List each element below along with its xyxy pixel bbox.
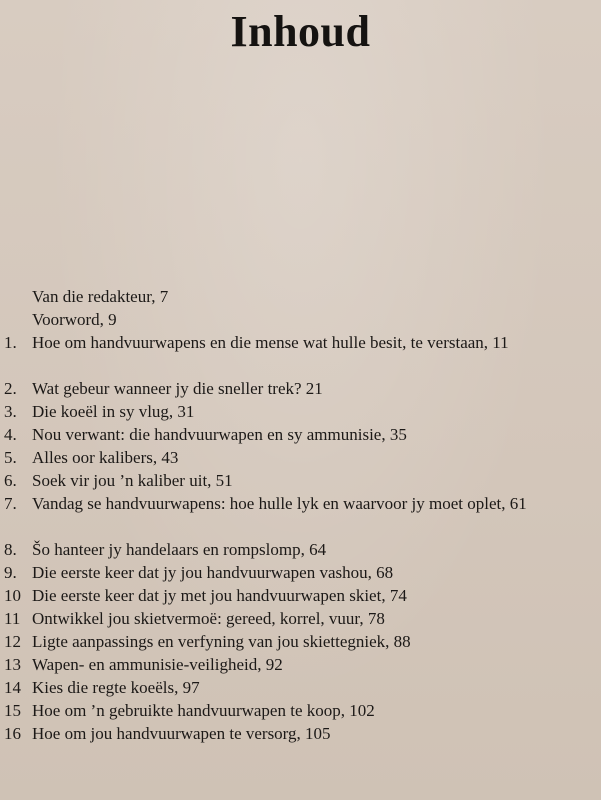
toc-entry-number: 10 — [4, 586, 21, 605]
toc-entry-number: 16 — [4, 724, 21, 743]
toc-entry-number: 15 — [4, 701, 21, 720]
toc-entry-text: Hoe om handvuurwapens en die mense wat hulle besit, te verstaan, 11 — [32, 333, 509, 352]
toc-entry-text: Nou verwant: die handvuurwapen en sy ammunisie, 35 — [32, 425, 407, 444]
toc-entry — [0, 630, 601, 653]
toc-entry — [0, 676, 601, 699]
toc-entry — [0, 308, 601, 331]
toc-entry-text: Šo hanteer jy handelaars en rompslomp, 64 — [32, 540, 327, 559]
page-title: Inhoud — [230, 7, 371, 56]
toc-entry — [0, 446, 601, 469]
toc-entry-number: 14 — [4, 678, 21, 697]
toc-entry-number: 12 — [4, 632, 21, 651]
toc-entry-text: Ontwikkel jou skietvermoë: gereed, korrel, vuur, 78 — [32, 609, 385, 628]
toc-entry-number: 4. — [4, 425, 17, 444]
toc-entry — [0, 584, 601, 607]
toc-entry-number: 9. — [4, 563, 17, 582]
toc-entry — [0, 561, 601, 584]
toc-entry — [0, 469, 601, 492]
toc-entry-number: 11 — [4, 609, 21, 628]
toc-entry — [0, 699, 601, 722]
toc-entry-text: Van die redakteur, 7 — [32, 287, 169, 306]
toc-entry-text: Alles oor kalibers, 43 — [32, 448, 179, 467]
toc-entry-number: 3. — [4, 402, 17, 421]
toc-entry-number: 8. — [4, 540, 17, 559]
toc-entry — [0, 538, 601, 561]
table-of-contents — [0, 285, 601, 745]
toc-entry — [0, 492, 601, 538]
toc-entry — [0, 400, 601, 423]
toc-entry-text: Soek vir jou ’n kaliber uit, 51 — [32, 471, 233, 490]
toc-entry-text: Die eerste keer dat jy jou handvuurwapen vashou, 68 — [32, 563, 394, 582]
toc-entry — [0, 607, 601, 630]
toc-entry-number: 13 — [4, 655, 21, 674]
toc-entry — [0, 722, 601, 745]
toc-entry-text: Vandag se handvuurwapens: hoe hulle lyk en waarvoor jy moet oplet, 61 — [32, 494, 527, 513]
toc-entry — [0, 285, 601, 308]
toc-entry-number: 5. — [4, 448, 17, 467]
toc-entry-text: Wapen- en ammunisie-veiligheid, 92 — [32, 655, 283, 674]
toc-entry — [0, 653, 601, 676]
toc-entry-text: Die koeël in sy vlug, 31 — [32, 402, 195, 421]
toc-entry-number: 7. — [4, 494, 17, 513]
toc-entry-text: Voorword, 9 — [32, 310, 117, 329]
toc-entry-text: Die eerste keer dat jy met jou handvuurwapen skiet, 74 — [32, 586, 407, 605]
toc-entry-text: Hoe om ’n gebruikte handvuurwapen te koop, 102 — [32, 701, 375, 720]
toc-entry — [0, 423, 601, 446]
toc-entry-text: Hoe om jou handvuurwapen te versorg, 105 — [32, 724, 331, 743]
toc-entry-text: Ligte aanpassings en verfyning van jou skiettegniek, 88 — [32, 632, 411, 651]
toc-entry-number: 1. — [4, 333, 17, 352]
toc-entry — [0, 331, 601, 377]
toc-entry-number: 2. — [4, 379, 17, 398]
toc-entry — [0, 377, 601, 400]
toc-entry-text: Wat gebeur wanneer jy die sneller trek? 21 — [32, 379, 323, 398]
toc-entry-text: Kies die regte koeëls, 97 — [32, 678, 200, 697]
toc-entry-number: 6. — [4, 471, 17, 490]
